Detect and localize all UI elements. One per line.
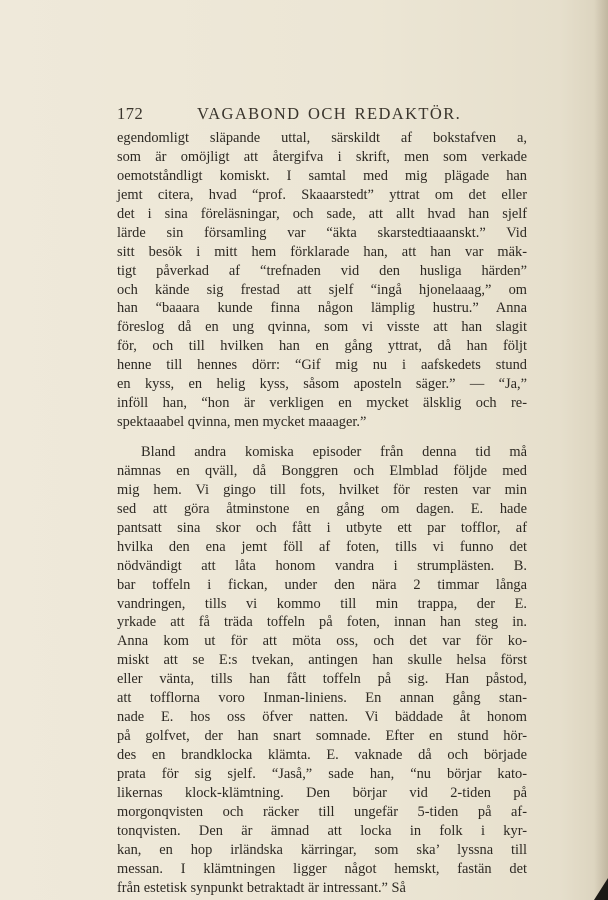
text-line: Bland andra komiska episoder från denna tid må bbox=[141, 444, 527, 460]
page-edge-shadow bbox=[594, 0, 608, 900]
text-line: pantsatt sina skor och fått i utbyte ett par tofflor, af bbox=[117, 519, 527, 536]
text-line: och kände sig frestad att sjelf “ingå hjonelaaag,” om bbox=[117, 281, 527, 298]
corner-mark bbox=[594, 878, 608, 900]
text-line: kan, en hop irländska kärringar, som ska’ lyssna till bbox=[117, 841, 527, 858]
text-line: mig hem. Vi gingo till fots, hvilket för resten var min bbox=[117, 481, 527, 498]
text-line: jemt citera, hvad “prof. Skaaarstedt” yttrat om det eller bbox=[117, 186, 527, 203]
text-line: oemotståndligt komiskt. I samtal med mig plägade han bbox=[117, 167, 527, 184]
text-line: morgonqvisten och räcker till ungefär 5-tiden på af- bbox=[117, 803, 527, 820]
text-line: Anna kom ut för att möta oss, och det var för ko- bbox=[117, 633, 527, 650]
text-line: det i sina föreläsningar, och sade, att allt hvad han sjelf bbox=[117, 205, 527, 222]
paragraph-gap bbox=[117, 432, 527, 443]
page-header bbox=[117, 104, 527, 126]
text-line: han “baaara kunde finna någon lämplig hustru.” Anna bbox=[117, 300, 527, 317]
running-title: VAGABOND OCH REDAKTÖR. bbox=[197, 104, 462, 123]
text-line: vandringen, tills vi kommo till min trappa, der E. bbox=[117, 595, 527, 612]
text-line: nade E. hos oss öfver natten. Vi bäddade åt honom bbox=[117, 709, 527, 726]
text-line: eller vänta, tills han fått toffeln på sig. Han påstod, bbox=[117, 671, 527, 688]
text-line: prata för sig sjelf. “Jaså,” sade han, “nu börjar kato- bbox=[117, 765, 527, 782]
text-line: en kyss, en helig kyss, såsom aposteln säger.” — “Ja,” bbox=[117, 376, 527, 393]
text-line: hvilka den ena jemt föll af foten, tills vi funno det bbox=[117, 538, 527, 555]
text-line: miskt att se E:s tvekan, antingen han skulle helsa först bbox=[117, 652, 527, 669]
text-line: inföll han, “hon är verkligen en mycket älsklig och re- bbox=[117, 395, 527, 412]
paragraph bbox=[117, 129, 527, 432]
text-line: för, och till hvilken han en gång yttrat, då han följt bbox=[117, 338, 527, 355]
text-line: henne till hennes dörr: “Gif mig nu i aafskedets stund bbox=[117, 357, 527, 374]
text-line: spektaaabel qvinna, men mycket maaager.” bbox=[117, 414, 367, 431]
text-line: yrkade att få träda toffeln på foten, innan han steg in. bbox=[117, 614, 527, 631]
text-line: föreslog då en ung qvinna, som vi visste att han slagit bbox=[117, 319, 527, 336]
text-line: egendomligt släpande uttal, särskildt af bokstafven a, bbox=[117, 130, 527, 146]
page-number: 172 bbox=[117, 104, 144, 123]
text-line: sed att göra åtminstone en gång om dagen. E. hade bbox=[117, 500, 527, 517]
body-text bbox=[117, 129, 527, 898]
text-line: nödvändigt att låta honom vandra i strumplästen. B. bbox=[117, 557, 527, 574]
text-line: som är omöjligt att återgifva i skrift, men som verkade bbox=[117, 148, 527, 165]
text-line: från estetisk synpunkt betraktadt är intressant.” Så bbox=[117, 879, 406, 896]
paragraph-container bbox=[117, 129, 527, 898]
text-line: på golfvet, der han snart somnade. Efter en stund hör- bbox=[117, 728, 527, 745]
text-line: lärde sin församling var “äkta skarstedtiaaanskt.” Vid bbox=[117, 224, 527, 241]
text-line: messan. I klämtningen ligger något hemskt, fastän det bbox=[117, 860, 527, 877]
text-line: tonqvisten. Den är ämnad att locka in folk i kyr- bbox=[117, 822, 527, 839]
paragraph bbox=[117, 443, 527, 898]
text-line: sitt besök i mitt hem förklarade han, att han var mäk- bbox=[117, 243, 527, 260]
text-line: nämnas en qväll, då Bonggren och Elmblad följde med bbox=[117, 462, 527, 479]
text-line: att tofflorna voro Inman-liniens. En annan gång stan- bbox=[117, 690, 527, 707]
text-line: bar toffeln i fickan, under den nära 2 timmar långa bbox=[117, 576, 527, 593]
text-line: des en brandklocka klämta. E. vaknade då och började bbox=[117, 747, 527, 763]
text-line: likernas klock-klämtning. Den börjar vid 2-tiden på bbox=[117, 784, 527, 801]
text-line: tigt påverkad af “trefnaden vid den husliga härden” bbox=[117, 262, 527, 279]
